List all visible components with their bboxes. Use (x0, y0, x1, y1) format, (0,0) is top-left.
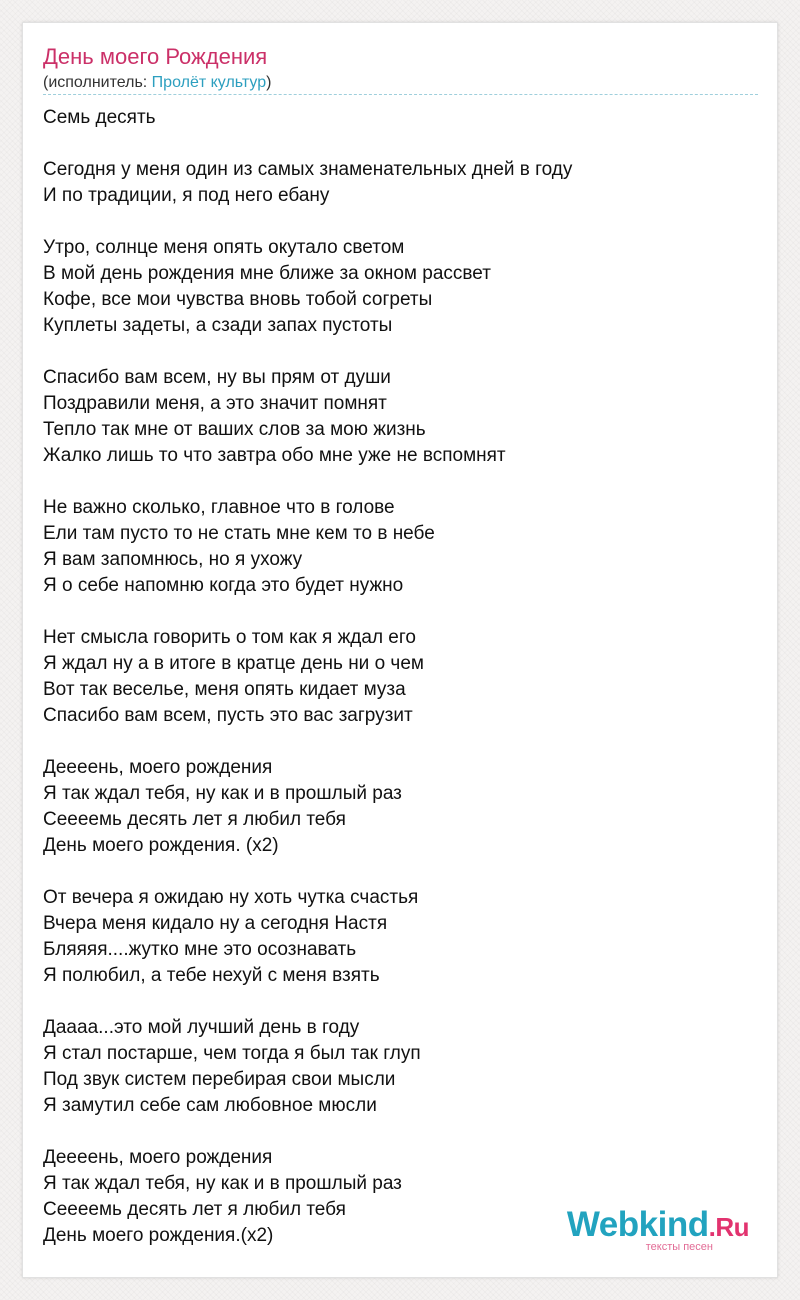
lyric-line: В мой день рождения мне ближе за окном рассвет (43, 263, 491, 284)
lyrics-card (22, 22, 778, 1278)
lyric-line: Спасибо вам всем, пусть это вас загрузит (43, 705, 413, 726)
lyric-line: Я так ждал тебя, ну как и в прошлый раз (43, 783, 402, 804)
lyric-line: Я вам запомнюсь, но я ухожу (43, 549, 303, 570)
lyric-line: Даааа...это мой лучший день в году (43, 1017, 360, 1038)
lyric-line: Дееeень, моего рождения (43, 757, 273, 778)
lyric-line: Поздравили меня, а это значит помнят (43, 393, 387, 414)
lyric-line: Жалко лишь то что завтра обо мне уже не вспомнят (43, 445, 506, 466)
stanza-gap (43, 1119, 758, 1145)
lyric-line: Под звук систем перебирая свои мысли (43, 1069, 396, 1090)
lyric-line: Я замутил себе сам любовное мюсли (43, 1095, 377, 1116)
lyric-line: Я стал постарше, чем тогда я был так глуп (43, 1043, 421, 1064)
stanza-gap (43, 729, 758, 755)
performer-link[interactable]: Пролёт культур (151, 74, 267, 91)
stanza-gap (43, 859, 758, 885)
logo-tagline: тексты песен (645, 1241, 713, 1253)
lyric-line: От вечера я ожидаю ну хоть чутка счастья (43, 887, 419, 908)
logo-wordmark (567, 1207, 749, 1245)
lyric-line: Дееeень, моего рождения (43, 1147, 273, 1168)
lyric-line: Спасибо вам всем, ну вы прям от души (43, 367, 391, 388)
lyric-line: Бляяяя....жутко мне это осознавать (43, 939, 357, 960)
lyric-line: Нет смысла говорить о том как я ждал его (43, 627, 416, 648)
title-divider (43, 94, 758, 95)
webkind-logo[interactable] (567, 1207, 749, 1253)
lyric-line: Семь десять (43, 107, 156, 128)
stanza-gap (43, 131, 758, 157)
stanza-gap (43, 209, 758, 235)
lyric-line: Утро, солнце меня опять окутало светом (43, 237, 405, 258)
lyric-line: Кофе, все мои чувства вновь тобой согреты (43, 289, 433, 310)
stanza-gap (43, 339, 758, 365)
logo-main-text: Webkind (566, 1205, 709, 1244)
lyric-line: День моего рождения.(х2) (43, 1225, 274, 1246)
lyric-line: Вчера меня кидало ну а сегодня Настя (43, 913, 388, 934)
lyrics-body (43, 105, 758, 1249)
lyric-line: Я о себе напомню когда это будет нужно (43, 575, 404, 596)
lyric-line: Не важно сколько, главное что в голове (43, 497, 395, 518)
lyric-line: И по традиции, я под него ебану (43, 185, 330, 206)
song-title: День моего Рождения (43, 44, 268, 69)
lyric-line: Тепло так мне от ваших слов за мою жизнь (43, 419, 426, 440)
lyric-line: Ели там пусто то не стать мне кем то в небе (43, 523, 435, 544)
lyric-line: Куплеты задеты, а сзади запах пустоты (43, 315, 393, 336)
stanza-gap (43, 599, 758, 625)
performer-suffix: ) (266, 74, 272, 91)
lyric-line: Сегодня у меня один из самых знаменательных дней в году (43, 159, 573, 180)
lyric-line: Вот так веселье, меня опять кидает муза (43, 679, 406, 700)
lyric-line: Я так ждал тебя, ну как и в прошлый раз (43, 1173, 402, 1194)
lyric-line: Сееeемь десять лет я любил тебя (43, 809, 346, 830)
logo-domain-suffix: .Ru (708, 1212, 749, 1242)
stanza-gap (43, 989, 758, 1015)
stanza-gap (43, 469, 758, 495)
lyric-line: День моего рождения. (х2) (43, 835, 279, 856)
lyric-line: Я ждал ну а в итоге в кратце день ни о чем (43, 653, 424, 674)
lyric-line: Я полюбил, а тебе нехуй с меня взять (43, 965, 380, 986)
performer-line (43, 73, 271, 93)
lyric-line: Сееeемь десять лет я любил тебя (43, 1199, 346, 1220)
performer-prefix: (исполнитель: (43, 74, 152, 91)
